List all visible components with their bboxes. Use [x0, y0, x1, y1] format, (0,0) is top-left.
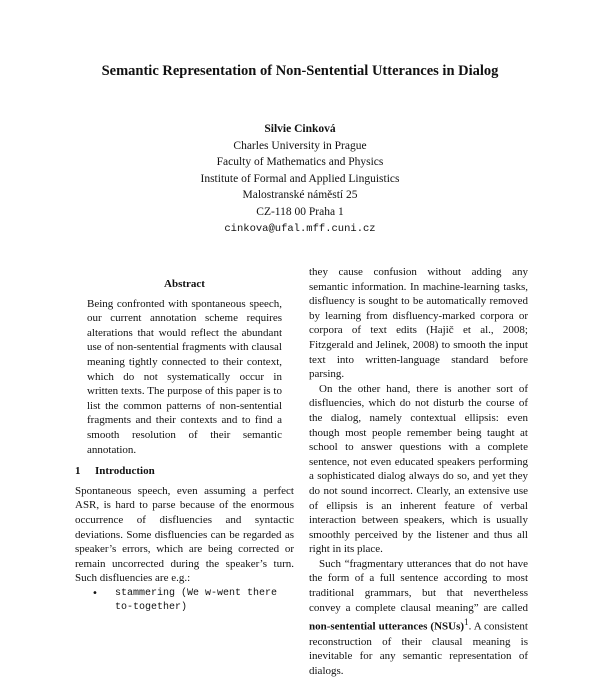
body-paragraph: On the other hand, there is another sort of disfluencies, which do not disturb the course of the dialog, namely contextual ellipsis: even though most people remember being taught at school to answer questions with a complete sentence, not even educated speakers performing a sophisticated dialog always do so, and yet they do not sound incorrect. Clearly, an extensive use of ellipsis is an inherent feature of verbal interaction between speakers, which is usually smoothly perceived by the listener and thus all right in its place. — [309, 382, 528, 556]
affiliation-line: Charles University in Prague — [233, 139, 367, 152]
author-email[interactable]: cinkova@ufal.mff.cuni.cz — [224, 222, 376, 235]
affiliation-line: Malostranské náměstí 25 — [242, 189, 358, 202]
nsu-text-after: . A consistent reconstruction of their clausal meaning is inevitable for any semantic representation of dialogs. — [309, 620, 528, 677]
disfluency-list — [75, 587, 294, 615]
author-name: Silvie Cinková — [264, 123, 336, 135]
nsu-term: non-sentential utterances (NSUs) — [309, 620, 465, 633]
footnote-marker[interactable]: 1 — [464, 617, 469, 628]
bullet-icon: • — [92, 587, 98, 599]
author-block — [0, 121, 600, 237]
body-paragraph: they cause confusion without adding any semantic information. In machine-learning tasks, disfluency is sought to be automatically removed by learning from disfluency-marked corpora or corpora of text edits (Hajič et al., 2008; Fitzgerald and Jelinek, 2008) to smooth the input text into written-language standard before parsing. — [309, 266, 528, 381]
section-heading — [75, 464, 294, 479]
nsu-text-before: Such “fragmentary utterances that do not have the form of a full sentence according to most traditional grammars, but that nevertheless convey a complete clausal meaning” are called — [309, 557, 528, 614]
section-title: Introduction — [95, 465, 155, 478]
affiliation-line: Institute of Formal and Applied Linguistics — [200, 172, 400, 185]
left-column — [75, 277, 294, 615]
abstract-text: Being confronted with spontaneous speech, our current annotation scheme requires alterations that would reflect the abundant use of non-sentential fragments with clausal meaning tightly connected to their context, which do not systematically occur in written texts. The purpose of this paper is to list the common patterns of non-sentential fragments and their contexts and to find a smooth resolution of their semantic annotation. — [87, 297, 282, 456]
right-column — [309, 265, 528, 678]
affiliation-line: CZ-118 00 Praha 1 — [256, 205, 344, 218]
list-item-text: stammering (We w-went there to-together) — [115, 587, 278, 613]
list-item — [75, 587, 294, 615]
paper-title: Semantic Representation of Non-Sentential Utterances in Dialog — [101, 63, 499, 79]
abstract-heading: Abstract — [164, 278, 205, 290]
section-number: 1 — [75, 465, 81, 478]
affiliation-line: Faculty of Mathematics and Physics — [216, 156, 384, 169]
body-paragraph-nsu — [309, 557, 528, 678]
intro-paragraph: Spontaneous speech, even assuming a perfect ASR, is hard to parse because of the enormous occurrence of disfluencies and syntactic deviations. Some disfluencies can be regarded as speaker’s errors, which are being corrected or remain uncorrected during the speaker’s turn. Such disfluencies are e.g.: — [75, 484, 294, 585]
